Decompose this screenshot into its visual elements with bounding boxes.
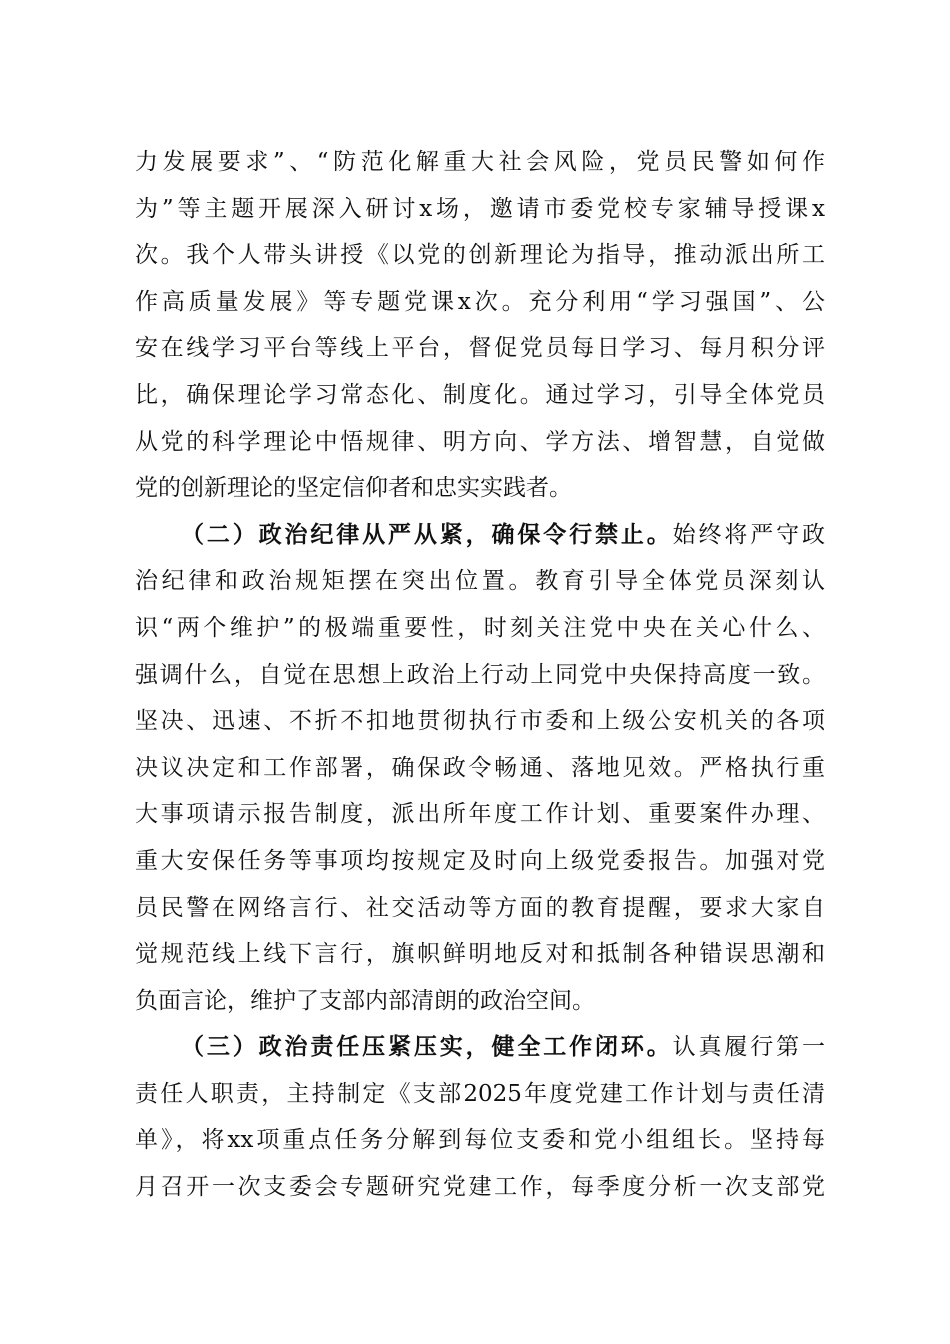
text-line: 单》，将xx项重点任务分解到每位支委和党小组组长。坚持每: [135, 1127, 825, 1154]
text-run: 始终将严守政: [672, 521, 825, 548]
text-line: 作高质量发展》等专题党课x次。充分利用“学习强国”、公: [135, 288, 825, 315]
text-line: 月召开一次支委会专题研究党建工作，每季度分析一次支部党: [135, 1174, 825, 1201]
text-run: 认真履行第一: [672, 1034, 825, 1061]
section-heading-line: [135, 512, 825, 559]
text-line: 党的创新理论的坚定信仰者和忠实实践者。: [135, 475, 572, 502]
text-line: 大事项请示报告制度，派出所年度工作计划、重要案件办理、: [135, 801, 825, 828]
text-line: 识“两个维护”的极端重要性，时刻关注党中央在关心什么、: [135, 614, 825, 641]
text-line: 员民警在网络言行、社交活动等方面的教育提醒，要求大家自: [135, 894, 825, 921]
text-line: 力发展要求”、“防范化解重大社会风险，党员民警如何作: [135, 149, 825, 175]
document-body: [135, 139, 825, 1211]
text-line: 强调什么，自觉在思想上政治上行动上同党中央保持高度一致。: [135, 661, 825, 688]
text-line: 重大安保任务等事项均按规定及时向上级党委报告。加强对党: [135, 847, 825, 874]
text-line: 次。我个人带头讲授《以党的创新理论为指导，推动派出所工: [135, 242, 825, 269]
section-heading-line: [135, 1024, 825, 1071]
text-line: 安在线学习平台等线上平台，督促党员每日学习、每月积分评: [135, 335, 825, 362]
text-line: 为”等主题开展深入研讨x场，邀请市委党校专家辅导授课x: [135, 195, 825, 222]
text-line: 治纪律和政治规矩摆在突出位置。教育引导全体党员深刻认: [135, 568, 825, 595]
text-line: 从党的科学理论中悟规律、明方向、学方法、增智慧，自觉做: [135, 428, 825, 455]
text-line: 负面言论，维护了支部内部清朗的政治空间。: [135, 987, 595, 1014]
text-line: 觉规范线上线下言行，旗帜鲜明地反对和抵制各种错误思潮和: [135, 941, 825, 968]
text-line: 坚决、迅速、不折不扣地贯彻执行市委和上级公安机关的各项: [135, 708, 825, 735]
text-line: 责任人职责，主持制定《支部2025年度党建工作计划与责任清: [135, 1080, 825, 1107]
text-line: 决议决定和工作部署，确保政令畅通、落地见效。严格执行重: [135, 754, 825, 781]
section-heading: （二）政治纪律从严从紧，确保令行禁止。: [181, 520, 673, 548]
section-heading: （三）政治责任压紧压实，健全工作闭环。: [181, 1033, 673, 1061]
text-line: 比，确保理论学习常态化、制度化。通过学习，引导全体党员: [135, 381, 825, 408]
